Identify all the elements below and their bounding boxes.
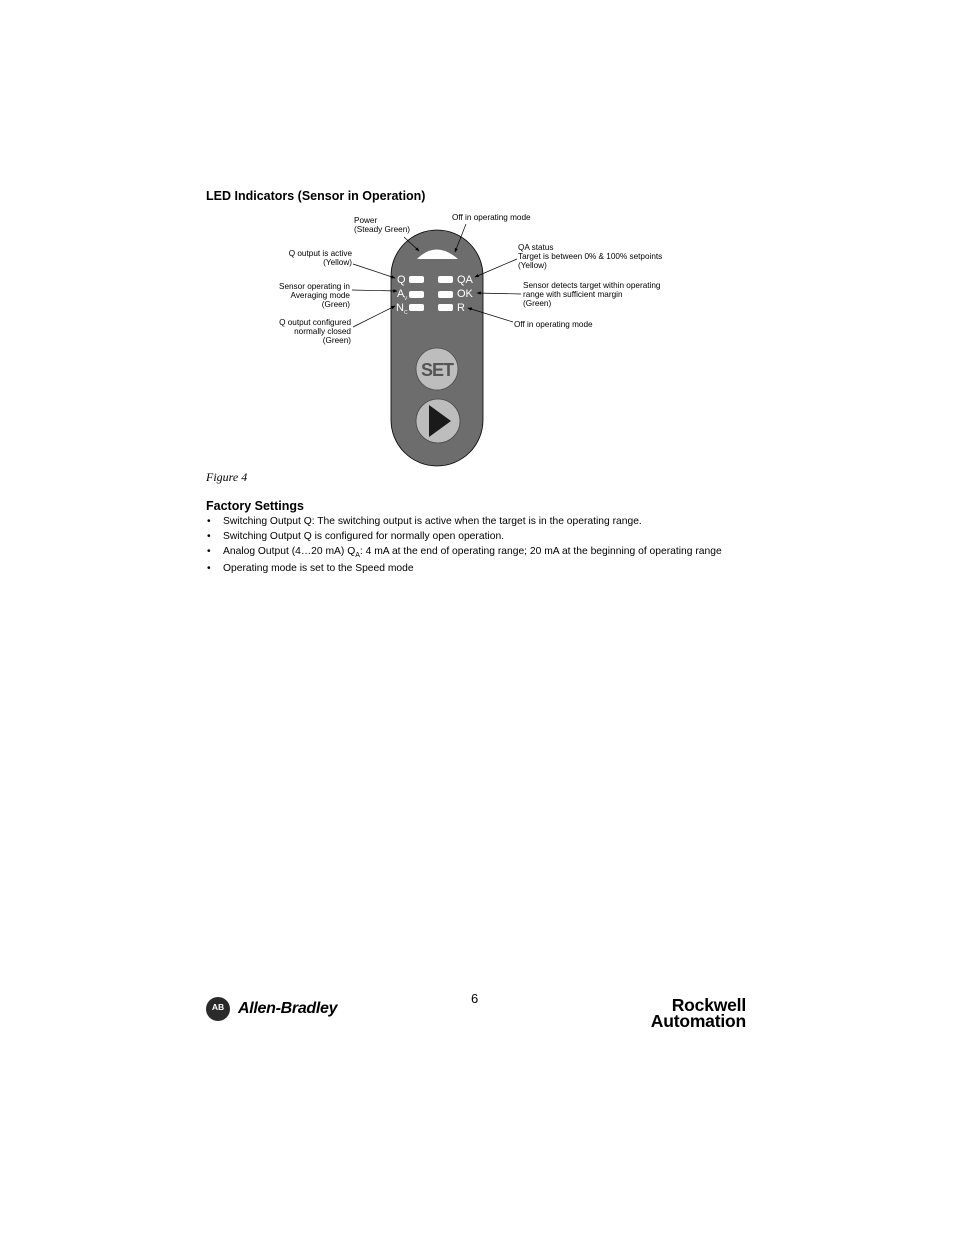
led-av [409,291,424,298]
callout-power-line1: Power [354,216,378,225]
figure-caption: Figure 4 [206,470,248,484]
led-av-label: A [397,288,405,300]
led-section-title: LED Indicators (Sensor in Operation) [206,189,426,203]
callout-nc-line2: normally closed [294,327,351,336]
led-nc-label: N [396,302,404,314]
callout-av-line [352,290,397,291]
callout-nc-line1: Q output configured [279,318,351,327]
led-ok-label: OK [457,288,473,300]
callout-power [354,216,410,234]
callout-qa-status [518,243,662,270]
list-item-subscript: A [355,552,360,560]
list-item-text-post: : 4 mA at the end of operating range; 20 mA at the beginning of operating range [359,546,722,557]
allen-bradley-logo-text: AB [211,1002,225,1012]
led-nc [409,304,424,311]
callout-qa-line3: (Yellow) [518,261,547,270]
callout-avg-line1: Sensor operating in [278,282,350,291]
callout-ok-line3: (Green) [523,299,552,308]
factory-settings-title: Factory Settings [206,499,304,513]
callout-qa-line1: QA status [518,243,554,252]
list-item-text-pre: Analog Output (4…20 mA) Q [223,546,356,557]
led-qa-label: QA [457,274,473,286]
led-qa [438,276,453,283]
list-item [206,546,722,563]
callout-qa-line2: Target is between 0% & 100% setpoints [518,252,663,261]
led-indicator-diagram [0,0,954,480]
callout-q-line2: (Yellow) [323,258,352,267]
callout-avg-line2: Averaging mode [290,291,350,300]
list-item: • Operating mode is set to the Speed mode [206,563,722,578]
rockwell-automation-logo [600,997,746,1029]
callout-q-active [252,249,352,267]
callout-power-line2: (Steady Green) [354,225,410,234]
led-q-label: Q [397,274,406,286]
callout-ok-line [477,293,521,294]
callout-nc-line [353,306,395,327]
rockwell-line2: Automation [650,1011,746,1031]
led-ok [438,291,453,298]
callout-off-bottom: Off in operating mode [514,320,593,329]
callout-ok-line2: range with sufficient margin [523,290,623,299]
list-item: • Switching Output Q is configured for normally open operation. [206,531,722,546]
callout-q-line1: Q output is active [288,249,352,258]
allen-bradley-logo [206,997,230,1021]
factory-settings-list [206,516,722,578]
callout-normally-closed [240,318,351,345]
led-av-sub: V [404,296,408,302]
led-r [438,304,453,311]
callout-ok-line1: Sensor detects target within operating [523,281,661,290]
callout-avg-line3: (Green) [321,300,350,309]
led-nc-sub: C [404,310,408,316]
callout-off-top: Off in operating mode [452,213,531,222]
page-number: 6 [471,991,479,1006]
callout-averaging [240,282,350,309]
callout-nc-line3: (Green) [322,336,351,345]
callout-ok-status [523,281,660,308]
allen-bradley-wordmark: Allen-Bradley [238,1000,338,1017]
rockwell-line1: Rockwell [671,995,746,1015]
set-button-label: SET [420,360,454,380]
list-item: • Switching Output Q: The switching output is active when the target is in the operating range. [206,516,722,531]
led-q [409,276,424,283]
callout-q-line [353,264,395,278]
led-r-label: R [457,302,465,314]
